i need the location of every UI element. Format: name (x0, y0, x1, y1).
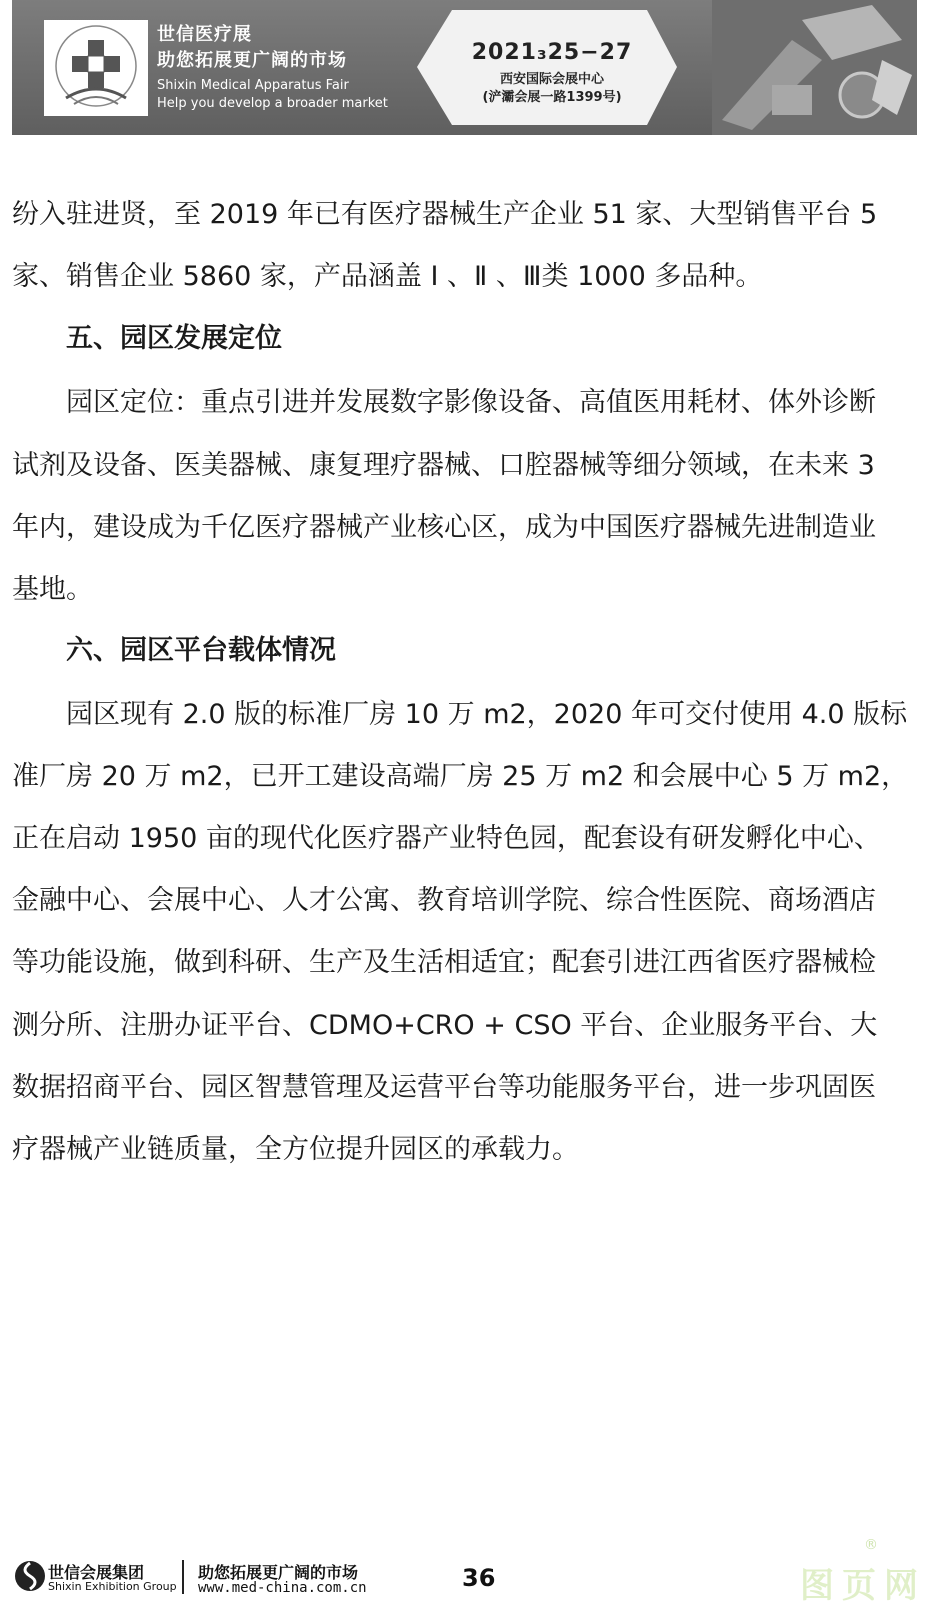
paragraph-line: 园区现有 2.0 版的标准厂房 10 万 m2，2020 年可交付使用 4.0 版标 (66, 699, 908, 730)
header-banner (12, 0, 917, 135)
paragraph-line: 疗器械产业链质量，全方位提升园区的承载力。 (12, 1134, 579, 1165)
event-date: 2021₃25−27 (471, 40, 633, 65)
registered-mark: ® (864, 1537, 878, 1553)
paragraph-line: 数据招商平台、园区智慧管理及运营平台等功能服务平台，进一步巩固医 (12, 1072, 876, 1103)
footer-slogan: 助您拓展更广阔的市场 (198, 1563, 359, 1582)
banner-slogan-en: Help you develop a broader market (157, 96, 388, 111)
section-heading-5: 五、园区发展定位 (66, 323, 282, 354)
footer-group-name: 世信会展集团 (48, 1563, 145, 1582)
paragraph-line: 等功能设施，做到科研、生产及生活相适宜；配套引进江西省医疗器械检 (12, 947, 876, 978)
footer-group-name-en: Shixin Exhibition Group (48, 1580, 177, 1593)
watermark: 图页网 (800, 1566, 926, 1606)
section-heading-6: 六、园区平台载体情况 (66, 635, 336, 666)
banner-title-cn: 世信医疗展 (157, 24, 252, 45)
paragraph-line: 正在启动 1950 亩的现代化医疗器产业特色园，配套设有研发孵化中心、 (12, 823, 881, 854)
banner-slogan-cn: 助您拓展更广阔的市场 (157, 50, 347, 71)
paragraph-line: 金融中心、会展中心、人才公寓、教育培训学院、综合性医院、商场酒店 (12, 885, 876, 916)
paragraph-line: 准厂房 20 万 m2，已开工建设高端厂房 25 万 m2 和会展中心 5 万 m2， (12, 761, 909, 792)
event-info-panel (417, 10, 677, 125)
footer-url-link[interactable]: www.med-china.com.cn (198, 1580, 367, 1596)
medical-equipment-collage-icon (712, 0, 917, 135)
paragraph-line: 年内，建设成为千亿医疗器械产业核心区，成为中国医疗器械先进制造业 (12, 512, 876, 543)
event-address: (浐灞会展一路1399号) (482, 90, 622, 105)
group-logo-icon (14, 1560, 46, 1592)
paragraph-line: 试剂及设备、医美器械、康复理疗器械、口腔器械等细分领域，在未来 3 (12, 450, 875, 481)
paragraph-line: 园区定位：重点引进并发展数字影像设备、高值医用耗材、体外诊断 (66, 387, 876, 418)
paragraph-line: 测分所、注册办证平台、CDMO+CRO + CSO 平台、企业服务平台、大 (12, 1010, 878, 1041)
paragraph-line: 基地。 (12, 574, 93, 605)
banner-title-en: Shixin Medical Apparatus Fair (157, 78, 349, 93)
page-number: 36 (462, 1564, 496, 1592)
paragraph-line: 家、销售企业 5860 家，产品涵盖 Ⅰ 、Ⅱ 、Ⅲ类 1000 多品种。 (12, 261, 763, 292)
paragraph-line: 纷入驻进贤，至 2019 年已有医疗器械生产企业 51 家、大型销售平台 5 (12, 199, 878, 230)
fair-logo (44, 20, 148, 116)
event-venue: 西安国际会展中心 (499, 72, 604, 87)
footer-divider (182, 1560, 184, 1594)
